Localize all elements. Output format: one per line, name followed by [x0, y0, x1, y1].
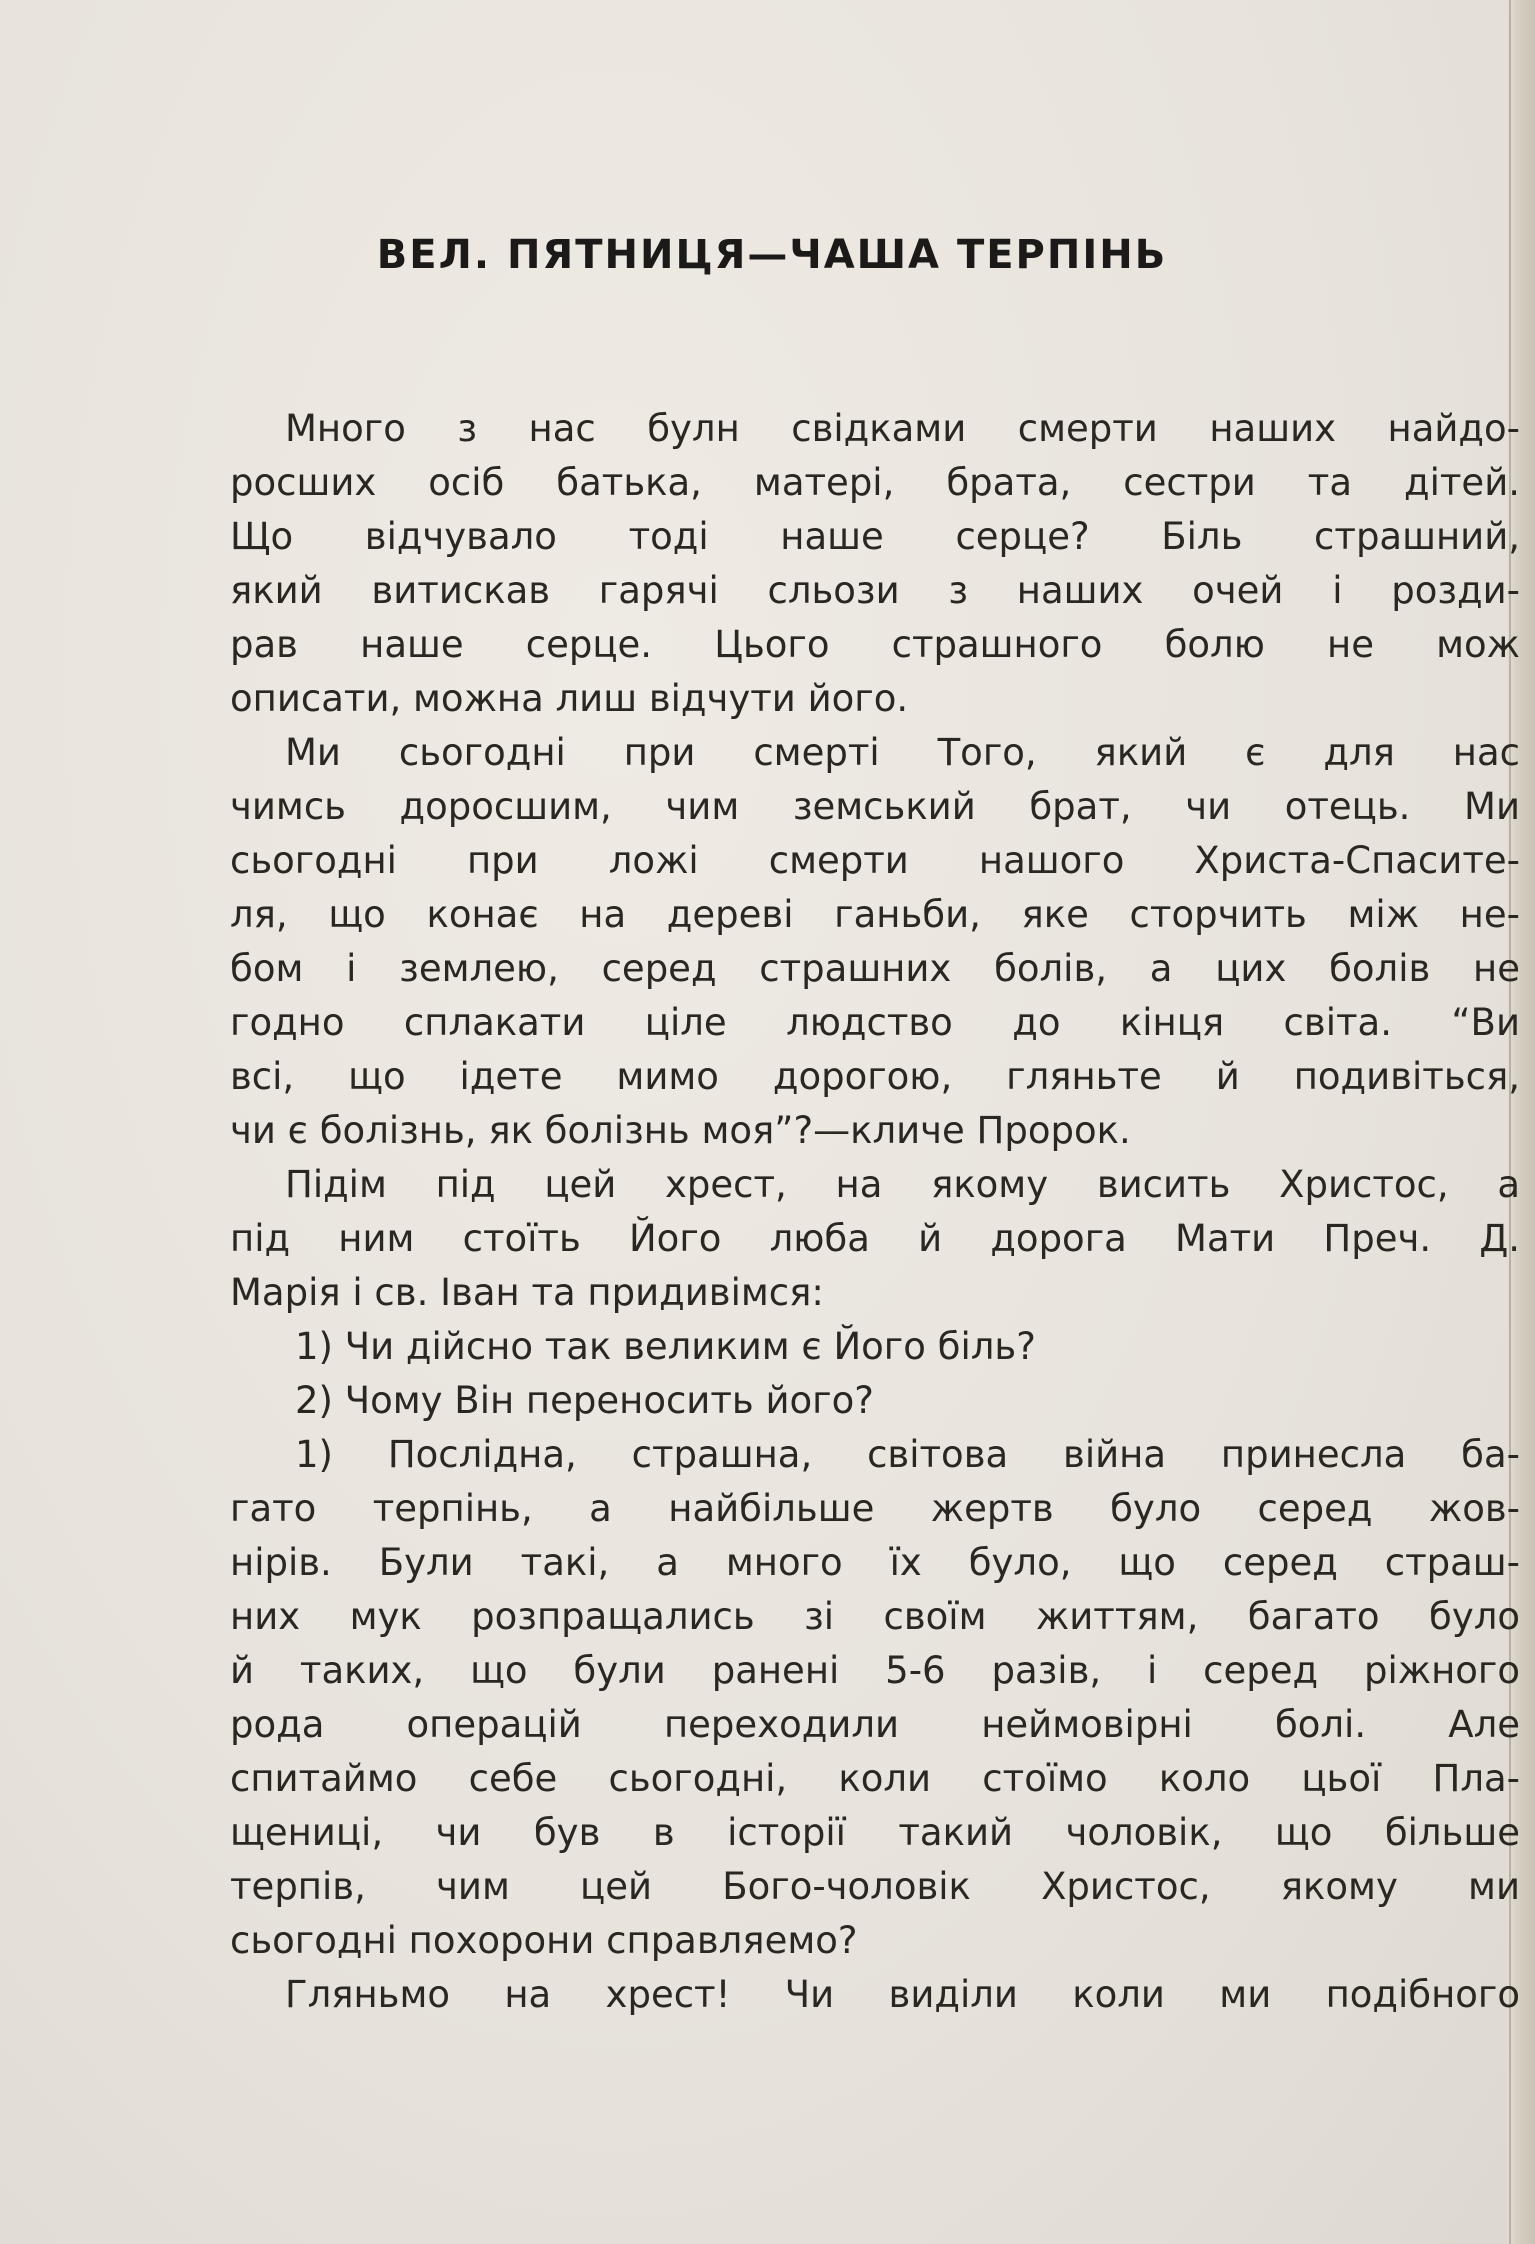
text-line: ля, що конає на дереві ганьби, яке сторчить між не- — [230, 893, 1520, 936]
text-line: сьогодні похорони справляемо? — [230, 1919, 858, 1962]
text-line: гато терпінь, а найбільше жертв було серед жов- — [230, 1487, 1520, 1530]
text-line: годно сплакати ціле людство до кінця світа. “Ви — [230, 1001, 1520, 1044]
list-item-line: 2) Чому Він переносить його? — [295, 1379, 874, 1422]
text-line: Марія і св. Іван та придивімся: — [230, 1271, 824, 1314]
text-line: Що відчувало тоді наше серце? Біль страшний, — [230, 515, 1520, 558]
chapter-title: ВЕЛ. ПЯТНИЦЯ—ЧАША ТЕРПІНЬ — [376, 232, 1168, 278]
text-line: рода операцій переходили неймовірні болі. Але — [230, 1703, 1520, 1746]
text-line: чи є болізнь, як болізнь моя”?—кличе Пророк. — [230, 1109, 1131, 1152]
text-line: й таких, що були ранені 5-6 разів, і серед ріжного — [230, 1649, 1520, 1692]
list-item-line: 1) Чи дійсно так великим є Його біль? — [295, 1325, 1036, 1368]
text-line: рав наше серце. Цього страшного болю не мож — [230, 623, 1520, 666]
text-line: під ним стоїть Його люба й дорога Мати Преч. Д. — [230, 1217, 1520, 1260]
text-line: бом і землею, серед страшних болів, а цих болів не — [230, 947, 1520, 990]
text-line: нірів. Були такі, а много їх було, що серед страш- — [230, 1541, 1520, 1584]
text-line: росших осіб батька, матері, брата, сестри та дітей. — [230, 461, 1520, 504]
text-line: сьогодні при ложі смерти нашого Христа-Спасите- — [230, 839, 1520, 882]
text-line: Підім під цей хрест, на якому висить Христос, а — [285, 1163, 1520, 1206]
text-line: щениці, чи був в історії такий чоловік, що більше — [230, 1811, 1520, 1854]
text-line: чимсь доросшим, чим земський брат, чи отець. Ми — [230, 785, 1520, 828]
text-line: описати, можна лиш відчути його. — [230, 677, 909, 720]
body-text — [230, 402, 1520, 2022]
text-line: Гляньмо на хрест! Чи виділи коли ми подібного — [285, 1973, 1520, 2016]
text-line: них мук розпращались зі своїм життям, багато було — [230, 1595, 1520, 1638]
text-line: всі, що ідете мимо дорогою, гляньте й подивіться, — [230, 1055, 1520, 1098]
text-line: який витискав гарячі сльози з наших очей і розди- — [230, 569, 1520, 612]
text-line: Ми сьогодні при смерті Того, який є для нас — [285, 731, 1520, 774]
text-line: Много з нас булн свідками смерти наших найдо- — [285, 407, 1520, 450]
text-line: терпів, чим цей Бого-чоловік Христос, якому ми — [230, 1865, 1520, 1908]
text-line: 1) Послідна, страшна, світова війна принесла ба- — [295, 1433, 1520, 1476]
text-line: спитаймо себе сьогодні, коли стоїмо коло цьої Пла- — [230, 1757, 1520, 1800]
